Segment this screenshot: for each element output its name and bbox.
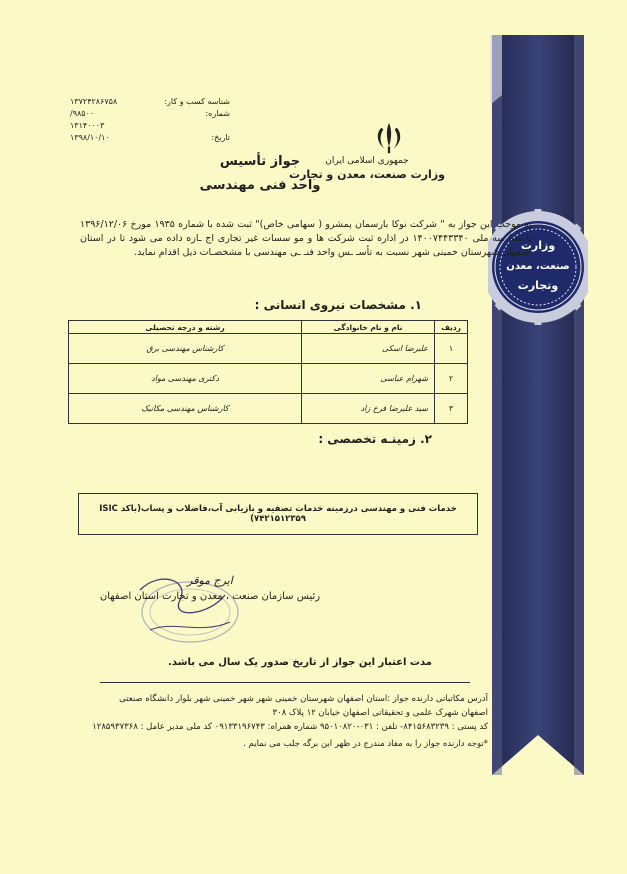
permit-title-line1: جواز تأسیس bbox=[219, 154, 301, 169]
row-number: ۳ bbox=[435, 394, 468, 424]
row-number: ۲ bbox=[435, 364, 468, 394]
ribbon-text-line3: وتجارت bbox=[517, 279, 559, 292]
meta-row-date bbox=[70, 132, 230, 144]
header-full-name: نام و نام خانوادگی bbox=[302, 321, 435, 334]
staff-name: علیرضا اسکی bbox=[302, 334, 435, 364]
divider bbox=[100, 682, 470, 683]
meta-value: ۱۳۷۲۴۲۸۶۷۵۸ bbox=[70, 97, 118, 106]
table-row bbox=[69, 364, 468, 394]
permit-intro bbox=[80, 218, 532, 260]
country-name: جمهوری اسلامی ایران bbox=[325, 156, 409, 166]
header-row-number: ردیف bbox=[435, 321, 468, 334]
meta-label: تاریخ: bbox=[211, 133, 230, 142]
address-line3: کد پستی : ۸۴۱۵۶۸۳۲۳۹- تلفن : ۰۳۱-۹۵۰۱۰۸۲۰ شماره همراه: ۰۹۱۳۳۱۹۶۷۴۳ کد ملی مدیر عامل : ۱۲۸۵۹۳۷۳۶۸ bbox=[92, 722, 488, 732]
document-metadata bbox=[70, 96, 230, 144]
specialty-text: خدمات فنی و مهندسی درزمینه خدمات تصفیه و بازیابی آب،فاضلاب و پساب(باکد ISIC ۷۴۲۱۵۱۲۳۵۹) bbox=[99, 504, 457, 524]
address-block bbox=[92, 692, 488, 751]
staff-name: شهرام عباسی bbox=[302, 364, 435, 394]
section1-title: ۱. مشخصات نیروی انسانی : bbox=[254, 298, 422, 312]
meta-value: ۱۳۹۸/۱۰/۱۰ bbox=[70, 133, 110, 142]
header-degree: رشته و درجه تحصیلی bbox=[69, 321, 302, 334]
validity-note: مدت اعتبار این جواز از تاریخ صدور یک سال می باشد. bbox=[168, 657, 432, 668]
staff-degree: کارشناس مهندسی برق bbox=[69, 334, 302, 364]
row-number: ۱ bbox=[435, 334, 468, 364]
address-line2: اصفهان شهرک علمی و تحقیقاتی اصفهان خیابان ۱۲ پلاک ۳۰۸ bbox=[272, 708, 488, 718]
table-row bbox=[69, 394, 468, 424]
meta-row-number-2 bbox=[70, 120, 230, 132]
meta-value: ۹۸۵۰۰/ bbox=[70, 109, 95, 118]
section2-title: ۲. زمینـه تخصصی : bbox=[318, 432, 432, 446]
specialty-box bbox=[78, 493, 478, 535]
address-line1: آدرس مکاتباتی دارنده جواز :استان اصفهان شهرستان خمینی شهر شهر خمینی شهر بلوار دانشگاه صنعتی bbox=[119, 694, 488, 704]
meta-label: شماره: bbox=[205, 109, 230, 118]
signatory-title: رئیس سازمان صنعت ، معدن و تجارت استان اصفهان bbox=[99, 591, 321, 602]
intro-text: به موجب این جواز به " شرکت نوکا بارسمان پمشرو ( سهامی خاص)" ثبت شده با شماره ۱۹۳۵ مورخ ۱۳۹۶/۱۲/۰۶ با شنا سه ملی ۱۴۰۰۷۴۴۳۳۴۰ در اداره ثبت شرکت ها و مو سسات غیر تجاری اج ـازه داده می شود تا در استان اصفهان شهرستان خمینی شهر نسبت به تأسـ ـس واحد فنـ ـی مهندسی با مشخصـات ذیل اقدام نماید. bbox=[80, 219, 532, 258]
meta-value: ۱۳۱۴۰۰۰۳ bbox=[70, 121, 105, 130]
staff-name: سید علیرضا فرخ زاد bbox=[302, 394, 435, 424]
meta-row-business-id bbox=[70, 96, 230, 108]
iran-emblem-icon bbox=[370, 120, 408, 156]
meta-row-number bbox=[70, 108, 230, 120]
holder-note: *توجه دارنده جواز را به مفاد مندرج در ظهر این برگه جلب می نمایم . bbox=[243, 739, 488, 749]
staff-degree: دکتری مهندسی مواد bbox=[69, 364, 302, 394]
ribbon-text-line1: وزارت bbox=[520, 239, 556, 252]
signatory bbox=[90, 573, 330, 605]
ministry-ribbon-seal bbox=[488, 35, 588, 815]
permit-title bbox=[190, 150, 330, 198]
signatory-name: ایرج موقر bbox=[187, 574, 233, 587]
staff-table-header bbox=[69, 321, 468, 334]
ministry-name: وزارت صنعت، معدن و تجارت bbox=[289, 168, 445, 181]
staff-degree: کارشناس مهندسی مکانیک bbox=[69, 394, 302, 424]
meta-label: شناسه کسب و کار: bbox=[164, 97, 230, 106]
table-row bbox=[69, 334, 468, 364]
permit-title-line2: واحد فنی مهندسی bbox=[199, 178, 321, 193]
ribbon-text-line2: صنعت، معدن bbox=[506, 261, 570, 272]
staff-table bbox=[68, 320, 468, 424]
